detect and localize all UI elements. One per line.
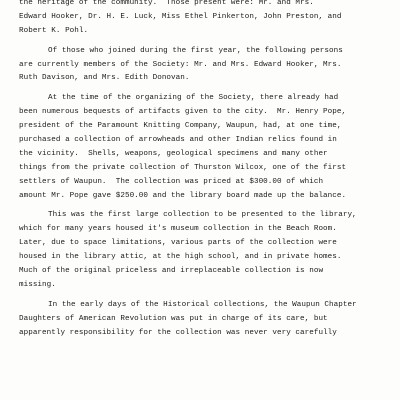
text-line: Daughters of American Revolution was put in charge of its care, but bbox=[19, 314, 328, 323]
text-line: settlers of Waupun. The collection was priced at $300.00 of which bbox=[19, 177, 324, 186]
text-line: purchased a collection of arrowheads and other Indian relics found in bbox=[19, 136, 337, 145]
text-line: been numerous bequests of artifacts given to the city. Mr. Henry Pope, bbox=[19, 108, 347, 117]
text-line: which for many years housed it's museum collection in the Beach Room. bbox=[19, 225, 337, 234]
text-line: This was the first large collection to be presented to the library, bbox=[48, 211, 357, 220]
paragraph-bequests bbox=[19, 92, 391, 203]
paragraph-first-collection bbox=[19, 209, 391, 292]
text-line: the vicinity. Shells, weapons, geological specimens and many other bbox=[19, 149, 328, 158]
text-line: amount Mr. Pope gave $250.00 and the library board made up the balance. bbox=[19, 191, 347, 200]
text-line: are currently members of the Society: Mr. and Mrs. Edward Hooker, Mrs. bbox=[19, 60, 342, 69]
text-line: things from the private collection of Thurston Wilcox, one of the first bbox=[19, 163, 347, 172]
text-line: housed in the library attic, at the high school, and in private homes. bbox=[19, 253, 342, 262]
text-line: In the early days of the Historical collections, the Waupun Chapter bbox=[48, 300, 357, 309]
paragraph-early-days bbox=[19, 299, 391, 341]
text-line: the heritage of the community. Those present were: Mr. and Mrs. bbox=[19, 0, 314, 7]
text-line: Of those who joined during the first year, the following persons bbox=[48, 46, 343, 55]
text-line: apparently responsibility for the collection was never very carefully bbox=[19, 328, 337, 337]
text-line: Later, due to space limitations, various parts of the collection were bbox=[19, 239, 337, 248]
paragraph-attendees bbox=[19, 0, 391, 39]
text-line: At the time of the organizing of the Society, there already had bbox=[48, 94, 339, 103]
text-line: Much of the original priceless and irreplaceable collection is now bbox=[19, 267, 324, 276]
text-line: president of the Paramount Knitting Company, Waupun, had, at one time, bbox=[19, 122, 342, 131]
text-line: Ruth Davison, and Mrs. Edith Donovan. bbox=[19, 74, 190, 83]
text-line: missing. bbox=[19, 280, 56, 289]
paragraph-current-members bbox=[19, 45, 391, 87]
text-line: Robert K. Pohl. bbox=[19, 26, 89, 35]
typed-text-body bbox=[19, 0, 391, 340]
text-line: Edward Hooker, Dr. H. E. Luck, Miss Ethel Pinkerton, John Preston, and bbox=[19, 12, 342, 21]
